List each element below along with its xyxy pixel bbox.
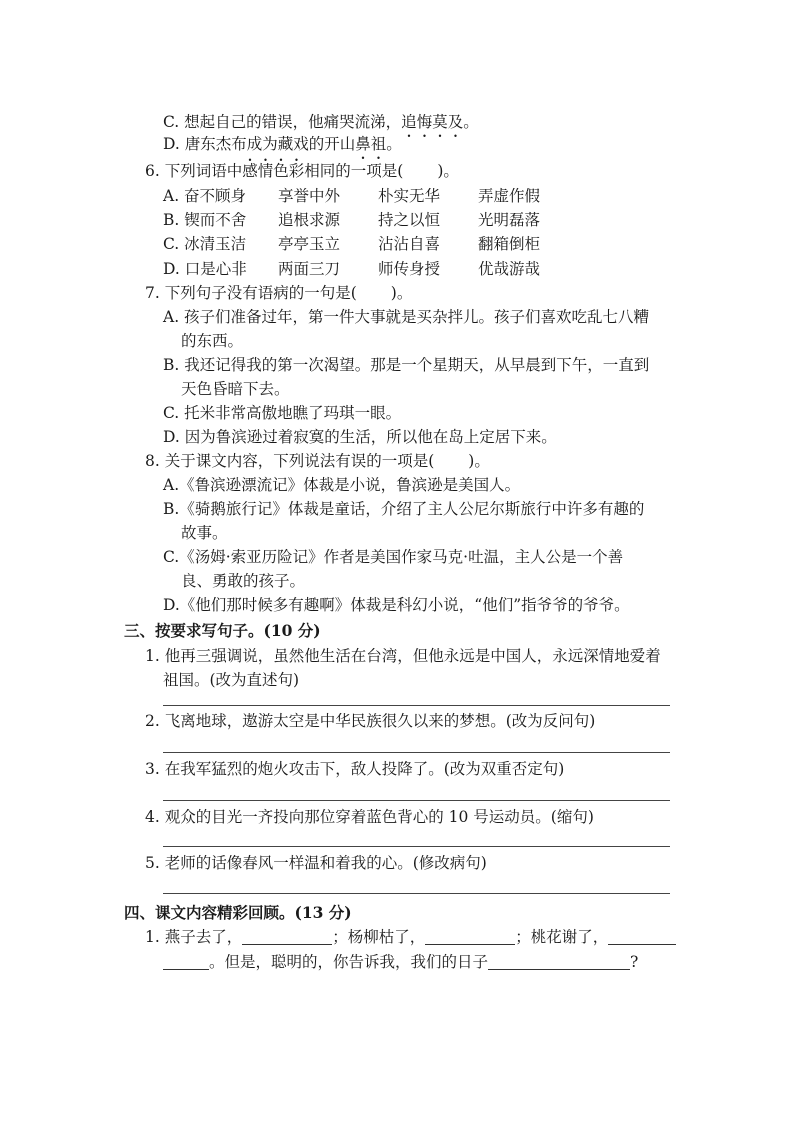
dotted-char: 情 — [257, 162, 274, 180]
dotted-char: 色 — [273, 162, 289, 180]
q8-option-c: C.《汤姆·索亚历险记》作者是美国作家马克·吐温，主人公是一个善 — [163, 548, 624, 566]
sec3-q3: 3. 在我军猛烈的炮火攻击下，敌人投降了。(改为双重否定句) — [145, 760, 565, 778]
answer-line[interactable] — [163, 846, 670, 847]
answer-line[interactable] — [163, 893, 670, 894]
q8-option-b: B.《骑鹅旅行记》体裁是童话，介绍了主人公尼尔斯旅行中许多有趣的 — [163, 500, 645, 518]
sec3-q1-cont: 祖国。(改为直述句) — [163, 671, 300, 689]
q7-stem: 7. 下列句子没有语病的一句是( )。 — [145, 284, 413, 302]
q8-option-d: D.《他们那时候多有趣啊》体裁是科幻小说，“他们”指爷爷的爷爷。 — [163, 596, 630, 614]
dotted-char: 感 — [242, 162, 258, 180]
q8-stem: 8. 关于课文内容，下列说法有误的一项是( )。 — [145, 452, 490, 470]
worksheet-page: C. 想起自己的错误，他痛哭流涕，追悔莫及。 D. 唐东杰布成为藏戏的开山鼻祖。 6. 下列词语中感情色彩相同的一项是( )。 A. 奋不顾身 享誉中外 朴实无华 弄虚作假 B. 锲而不舍 追根求源 持之以恒 光明磊落 C. 冰清玉洁 亭亭玉立 沾沾自喜 翻箱倒柜 D. 口是心非 两面三刀 师传身授 优哉游哉 7. 下列句子没有语病的一句是( )。 A. 孩子们准备过年，第一件大事就是买杂拌儿。孩子们喜欢吃乱七八糟 的东西。 B. 我还记得我的第一次渴望。那是一个星期天，从早晨到下午，一直到 天色昏暗下去。 C. 托米非常高傲地瞧了玛琪一眼。 D. 因为鲁滨逊过着寂寞的生活，所以他在岛上定居下来。 8. 关于课文内容，下列说法有误的一项是( )。 A.《鲁滨逊漂流记》体裁是小说，鲁滨逊是美国人。 B.《骑鹅旅行记》体裁是童话，介绍了主人公尼尔斯旅行中许多有趣的 故事。 C.《汤姆·索亚历险记》作者是美国作家马克·吐温，主人公是一个善 良、勇敢的孩子。 D.《他们那时候多有趣啊》体裁是科幻小说，“他们”指爷爷的爷爷。 三、按要求写句子。(10 分) 1. 他再三强调说，虽然他生活在台湾，但他永远是中国人，永远深情地爱着 祖国。(改为直述句) 2. 飞离地球，遨游太空是中华民族很久以来的梦想。(改为反问句) 3. 在我军猛烈的炮火攻击下，敌人投降了。(改为双重否定句) 4. 观众的目光一齐投向那位穿着蓝色背心的 10 号运动员。(缩句) 5. 老师的话像春风一样温和着我的心。(修改病句) 四、课文内容精彩回顾。(13 分) 1. 燕子去了， ；杨柳枯了， ；桃花谢了， 。但是，聪明的，你告诉我，我们的日子 ? — [0, 0, 794, 1124]
fill-blank[interactable] — [425, 928, 515, 945]
answer-line[interactable] — [163, 752, 670, 753]
dotted-char: 祖 — [370, 135, 387, 153]
section-4-title: 四、课文内容精彩回顾。(13 分) — [124, 903, 352, 922]
sec3-q1: 1. 他再三强调说，虽然他生活在台湾，但他永远是中国人，永远深情地爱着 — [145, 647, 661, 665]
dotted-char: 追 — [401, 113, 417, 131]
q6-stem: 6. 下列词语中感情色彩相同的一项是( )。 — [145, 162, 459, 180]
dotted-char: 鼻 — [355, 135, 371, 153]
q5-option-d: D. 唐东杰布成为藏戏的开山鼻祖。 — [163, 135, 402, 153]
q7-option-d: D. 因为鲁滨逊过着寂寞的生活，所以他在岛上定居下来。 — [163, 428, 557, 446]
q7-option-a: A. 孩子们准备过年，第一件大事就是买杂拌儿。孩子们喜欢吃乱七八糟 — [163, 308, 650, 326]
sec4-q1-cont: 。但是，聪明的，你告诉我，我们的日子 ? — [163, 951, 638, 973]
dotted-char: 彩 — [288, 162, 305, 180]
fill-blank[interactable] — [608, 928, 676, 945]
fill-blank[interactable] — [242, 928, 332, 945]
dotted-char: 莫 — [432, 113, 448, 131]
q7-option-a-cont: 的东西。 — [181, 332, 244, 350]
sec3-q2: 2. 飞离地球，遨游太空是中华民族很久以来的梦想。(改为反问句) — [145, 712, 596, 730]
sec4-q1: 1. 燕子去了， ；杨柳枯了， ；桃花谢了， — [145, 926, 676, 948]
answer-line[interactable] — [163, 800, 670, 801]
q7-option-b-cont: 天色昏暗下去。 — [181, 380, 290, 398]
q8-option-c-cont: 良、勇敢的孩子。 — [181, 572, 306, 590]
dotted-char: 及 — [447, 113, 464, 131]
q8-option-b-cont: 故事。 — [181, 524, 228, 542]
dotted-char: 悔 — [416, 113, 433, 131]
q5-option-c: C. 想起自己的错误，他痛哭流涕，追悔莫及。 — [163, 113, 479, 131]
q8-option-a: A.《鲁滨逊漂流记》体裁是小说，鲁滨逊是美国人。 — [163, 476, 521, 494]
sec3-q5: 5. 老师的话像春风一样温和着我的心。(修改病句) — [145, 854, 487, 872]
q7-option-b: B. 我还记得我的第一次渴望。那是一个星期天，从早晨到下午，一直到 — [163, 356, 650, 374]
q7-option-c: C. 托米非常高傲地瞧了玛琪一眼。 — [163, 404, 402, 422]
section-3-title: 三、按要求写句子。(10 分) — [124, 621, 321, 640]
fill-blank[interactable] — [488, 953, 630, 970]
fill-blank[interactable] — [163, 953, 209, 970]
answer-line[interactable] — [163, 705, 670, 706]
sec3-q4: 4. 观众的目光一齐投向那位穿着蓝色背心的 10 号运动员。(缩句) — [145, 808, 594, 826]
